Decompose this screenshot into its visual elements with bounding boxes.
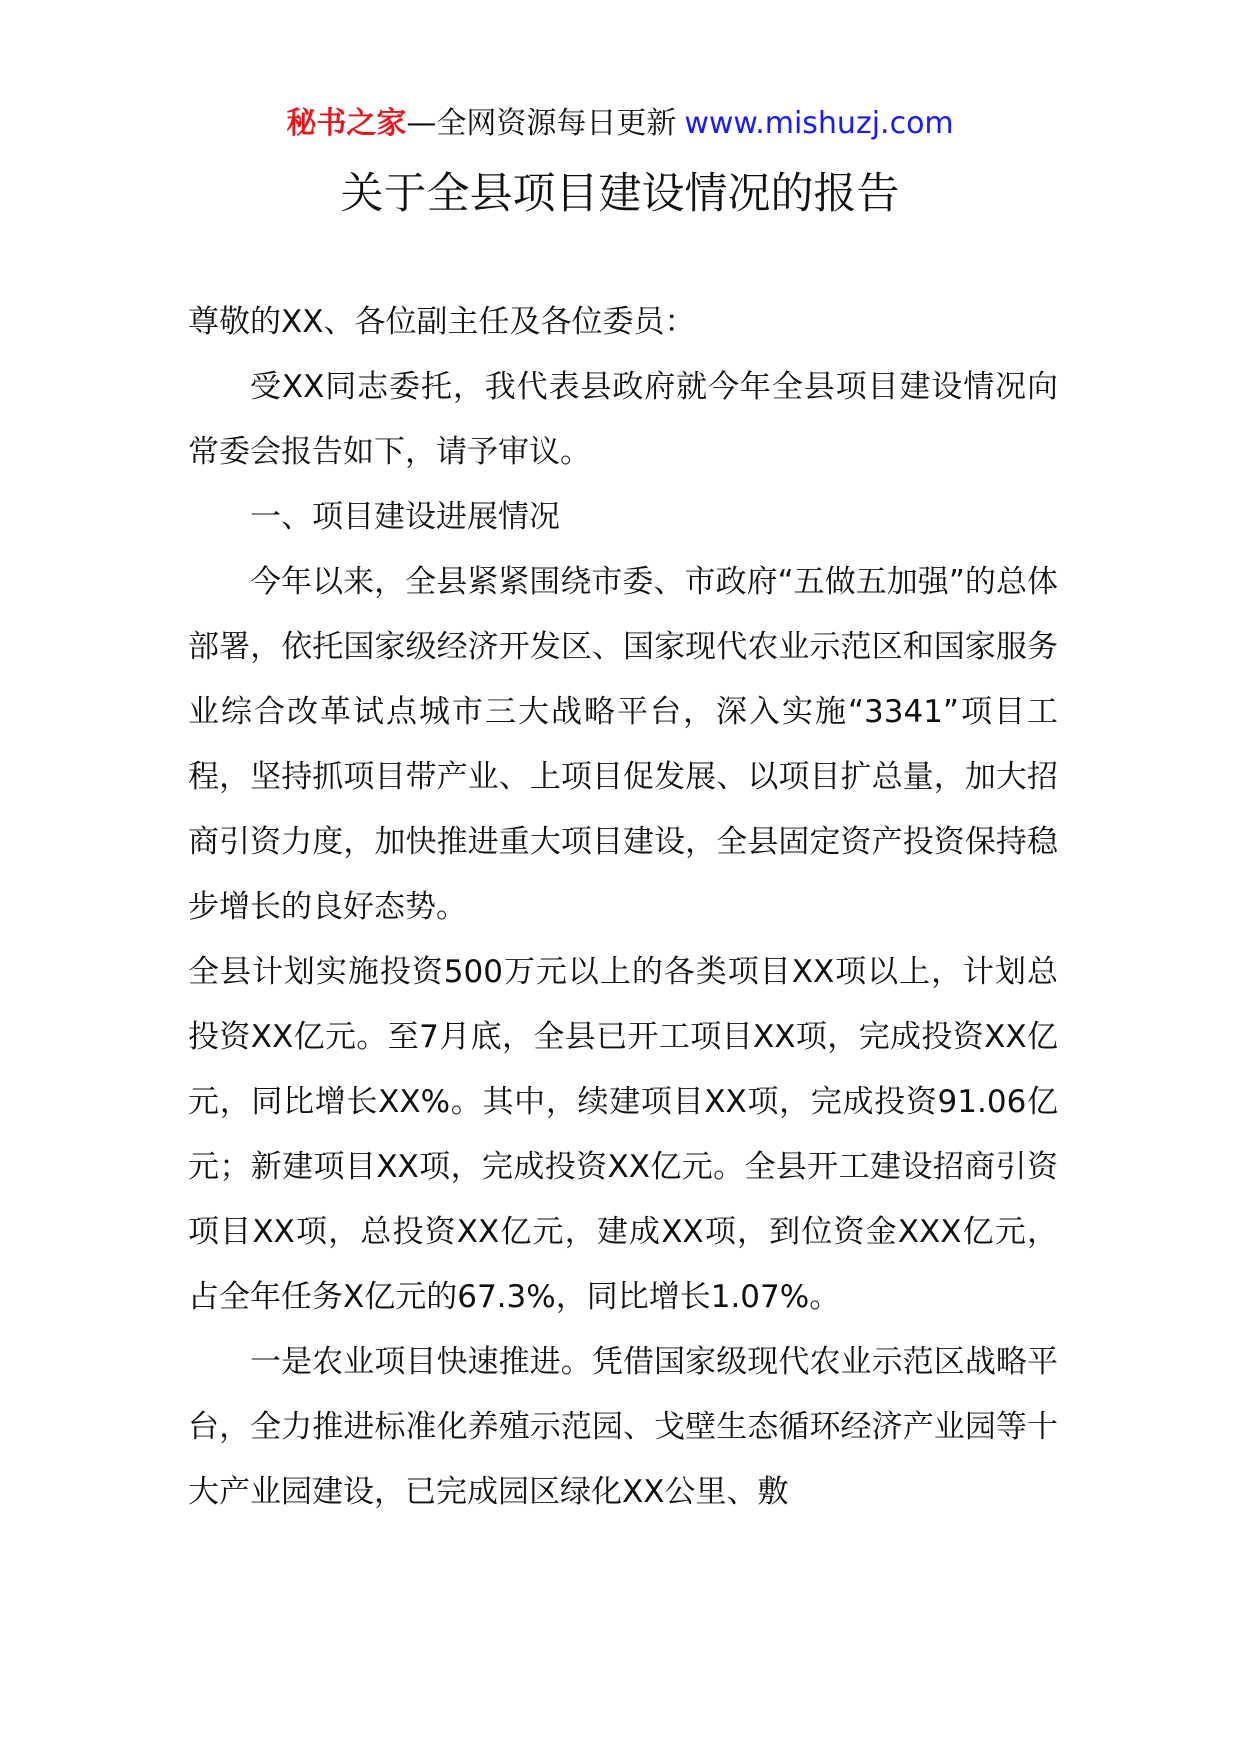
site-url-link[interactable]: www.mishuzj.com xyxy=(684,106,954,141)
site-banner xyxy=(0,100,1240,148)
brand-tagline: —全网资源每日更新 xyxy=(406,106,677,141)
document-body xyxy=(188,290,1058,1525)
section-heading: 一、项目建设进展情况 xyxy=(250,499,560,535)
document-title: 关于全县项目建设情况的报告 xyxy=(340,169,900,219)
brand-name: 秘书之家 xyxy=(286,106,407,141)
paragraph-statistics: 全县计划实施投资500万元以上的各类项目XX项以上，计划总投资XX亿元。至7月底，全县已开工项目XX项，完成投资XX亿元，同比增长XX%。其中，续建项目XX项，完成投资91.06亿元；新建项目XX项，完成投资XX亿元。全县开工建设招商引资项目XX项，总投资XX亿元，建成XX项，到位资金XXX亿元，占全年任务X亿元的67.3%，同比增长1.07%。 xyxy=(188,954,1058,1315)
salutation: 尊敬的XX、各位副主任及各位委员： xyxy=(188,304,696,340)
paragraph-agriculture: 一是农业项目快速推进。凭借国家级现代农业示范区战略平台，全力推进标准化养殖示范园、戈壁生态循环经济产业园等十大产业园建设，已完成园区绿化XX公里、敷 xyxy=(188,1344,1058,1510)
paragraph-overview: 今年以来，全县紧紧围绕市委、市政府“五做五加强”的总体部署，依托国家级经济开发区、国家现代农业示范区和国家服务业综合改革试点城市三大战略平台，深入实施“3341”项目工程，坚持抓项目带产业、上项目促发展、以项目扩总量，加大招商引资力度，加快推进重大项目建设，全县固定资产投资保持稳步增长的良好态势。 xyxy=(188,564,1058,925)
paragraph-intro: 受XX同志委托，我代表县政府就今年全县项目建设情况向常委会报告如下，请予审议。 xyxy=(188,369,1058,470)
